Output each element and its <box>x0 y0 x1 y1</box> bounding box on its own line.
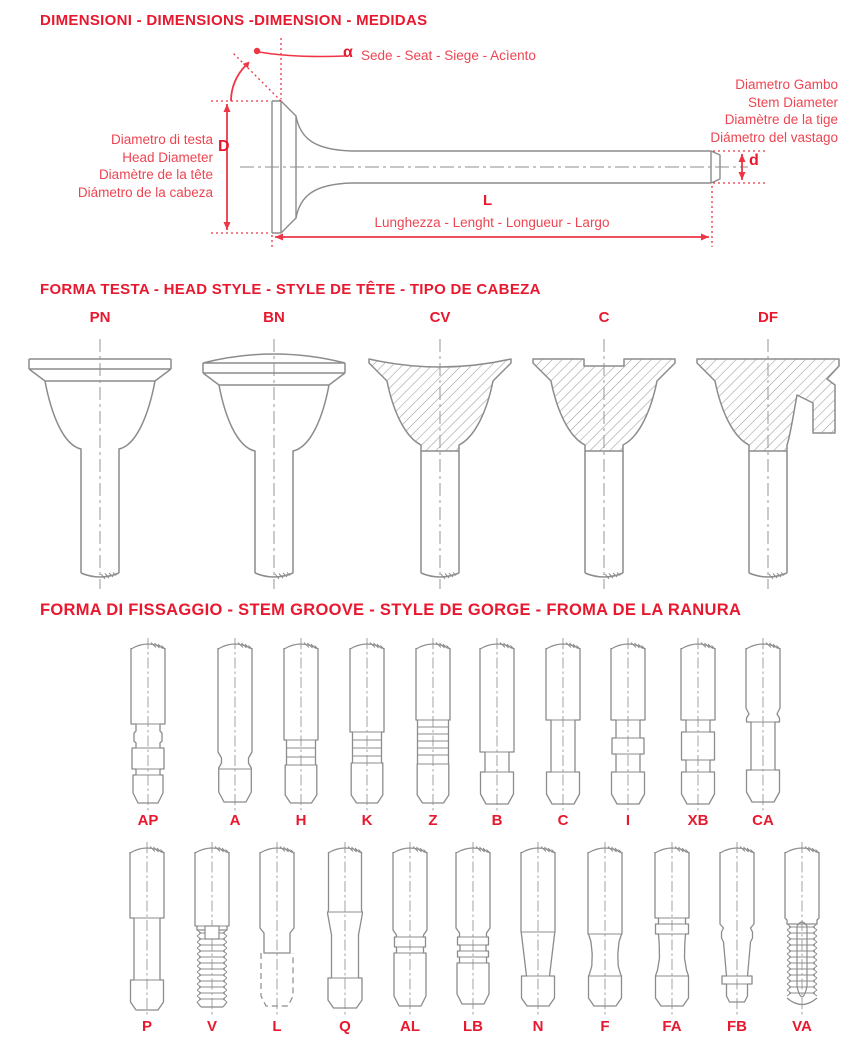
head-style-diagram-CV <box>365 333 515 595</box>
stem-groove-label-H: H <box>295 812 307 829</box>
stem-groove-diagram-I <box>590 636 666 814</box>
seat-label: Sede - Seat - Siege - Acìento <box>361 48 536 63</box>
head-style-label-PN: PN <box>89 309 111 326</box>
label-line: Head Diameter <box>122 149 213 165</box>
head-style-diagram-DF <box>693 333 843 595</box>
dimensions-title: DIMENSIONI - DIMENSIONS -DIMENSION - MEDIDAS <box>40 12 428 29</box>
stem-groove-label-AP: AP <box>137 812 159 829</box>
stem-groove-label-A: A <box>229 812 241 829</box>
stem-groove-diagram-AP <box>110 636 186 814</box>
head-diameter-label <box>40 131 213 201</box>
label-line: Diámetro del vastago <box>710 129 838 145</box>
stem-groove-label-N: N <box>532 1018 544 1035</box>
head-style-label-CV: CV <box>429 309 451 326</box>
label-line: Diametro di testa <box>110 132 213 147</box>
head-style-diagram-BN <box>199 333 349 595</box>
stem-groove-diagram-F <box>567 840 643 1018</box>
stem-groove-label-Z: Z <box>428 812 438 829</box>
stem-groove-label-L: L <box>272 1018 282 1035</box>
head-diameter-symbol: D <box>218 138 230 155</box>
stem-groove-diagram-K <box>329 636 405 814</box>
stem-groove-label-FB: FB <box>727 1018 747 1035</box>
stem-groove-label-P: P <box>141 1018 153 1035</box>
length-label: Lunghezza - Lenght - Longueur - Largo <box>374 215 610 230</box>
stem-groove-label-FA: FA <box>662 1018 682 1035</box>
stem-groove-diagram-A <box>197 636 273 814</box>
stem-diameter-label <box>600 76 838 146</box>
stem-groove-label-C: C <box>557 812 569 829</box>
stem-groove-label-Q: Q <box>339 1018 351 1035</box>
head-style-label-DF: DF <box>758 309 778 326</box>
stem-groove-diagram-VA <box>764 840 840 1018</box>
seat-angle-symbol: α <box>343 44 353 61</box>
label-line: Diamètre de la tête <box>98 167 213 182</box>
stem-groove-label-AL: AL <box>400 1018 420 1035</box>
stem-groove-label-F: F <box>600 1018 610 1035</box>
label-line: Diámetro de la cabeza <box>77 184 213 200</box>
stem-groove-label-LB: LB <box>463 1018 483 1035</box>
stem-groove-title: FORMA DI FISSAGGIO - STEM GROOVE - STYLE DE GORGE - FROMA DE LA RANURA <box>40 601 742 619</box>
stem-groove-label-I: I <box>625 812 631 829</box>
stem-diameter-symbol: d <box>749 152 759 169</box>
stem-groove-diagram-N <box>500 840 576 1018</box>
head-style-diagram-PN <box>25 333 175 595</box>
stem-groove-label-V: V <box>206 1018 218 1035</box>
label-line: Diamètre de la tige <box>724 112 838 127</box>
stem-groove-label-VA: VA <box>792 1018 812 1035</box>
head-style-diagram-C <box>529 333 679 595</box>
stem-groove-diagram-H <box>263 636 339 814</box>
head-style-label-BN: BN <box>263 309 285 326</box>
stem-groove-diagram-B <box>459 636 535 814</box>
label-line: Stem Diameter <box>747 94 838 110</box>
label-line: Diametro Gambo <box>735 77 838 92</box>
head-style-title: FORMA TESTA - HEAD STYLE - STYLE DE TÊTE - TIPO DE CABEZA <box>40 281 541 298</box>
stem-groove-label-B: B <box>491 812 503 829</box>
stem-groove-diagram-L <box>239 840 315 1018</box>
stem-groove-label-XB: XB <box>687 812 709 829</box>
stem-groove-diagram-CA <box>725 636 801 814</box>
stem-groove-label-K: K <box>361 812 373 829</box>
head-style-label-C: C <box>598 309 610 326</box>
stem-groove-label-CA: CA <box>752 812 774 829</box>
length-symbol: L <box>483 192 493 209</box>
